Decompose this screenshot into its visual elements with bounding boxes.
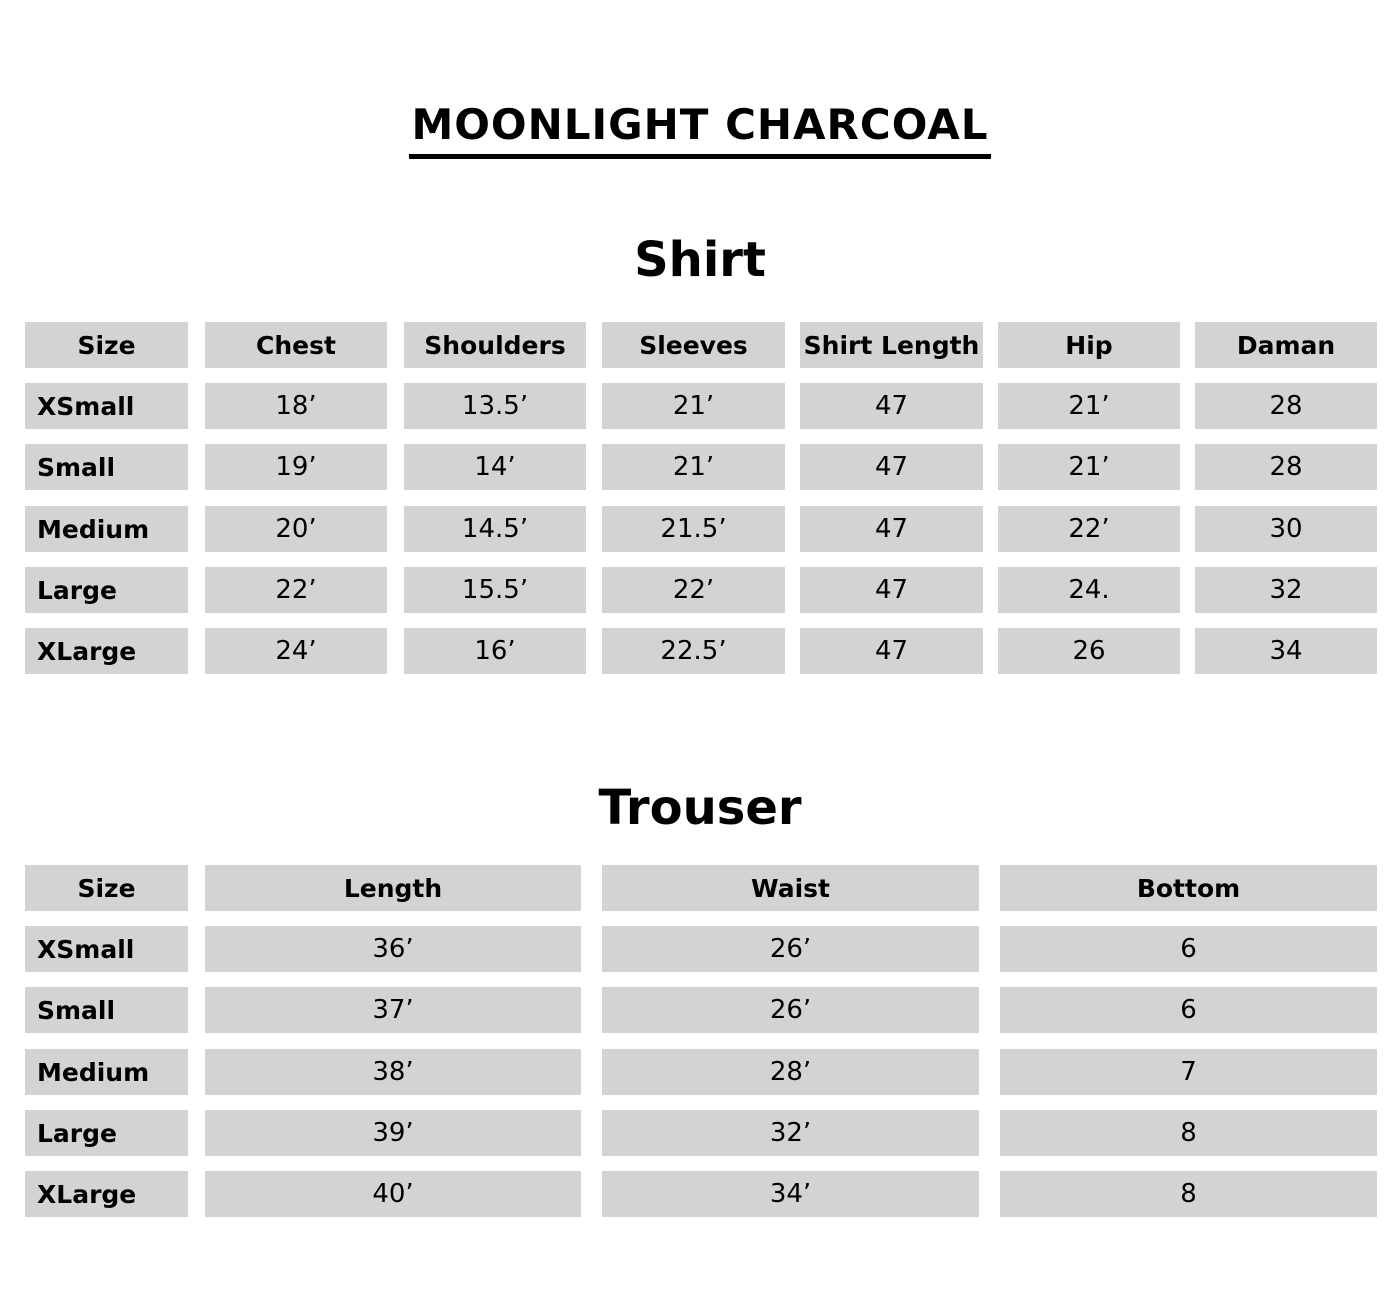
trouser-section-title: Trouser <box>598 780 802 836</box>
shirt-value-cell: 47 <box>800 628 983 674</box>
trouser-value-cell: 7 <box>1000 1049 1377 1095</box>
shirt-value-cell: 14’ <box>404 444 586 490</box>
shirt-value-cell: 22’ <box>205 567 387 613</box>
trouser-value-cell: 36’ <box>205 926 581 972</box>
shirt-size-cell: Small <box>25 444 188 490</box>
shirt-value-cell: 22.5’ <box>602 628 785 674</box>
shirt-value-cell: 21’ <box>602 444 785 490</box>
shirt-value-cell: 34 <box>1195 628 1377 674</box>
trouser-header-cell: Waist <box>602 865 979 911</box>
shirt-value-cell: 26 <box>998 628 1180 674</box>
shirt-size-cell: Large <box>25 567 188 613</box>
shirt-value-cell: 47 <box>800 506 983 552</box>
shirt-value-cell: 21’ <box>998 383 1180 429</box>
shirt-value-cell: 28 <box>1195 383 1377 429</box>
shirt-section-title: Shirt <box>634 232 766 288</box>
shirt-size-cell: XLarge <box>25 628 188 674</box>
shirt-value-cell: 20’ <box>205 506 387 552</box>
shirt-value-cell: 21.5’ <box>602 506 785 552</box>
shirt-value-cell: 47 <box>800 567 983 613</box>
trouser-value-cell: 40’ <box>205 1171 581 1217</box>
shirt-header-cell: Hip <box>998 322 1180 368</box>
shirt-value-cell: 13.5’ <box>404 383 586 429</box>
trouser-header-cell: Bottom <box>1000 865 1377 911</box>
shirt-value-cell: 21’ <box>998 444 1180 490</box>
shirt-value-cell: 30 <box>1195 506 1377 552</box>
trouser-value-cell: 38’ <box>205 1049 581 1095</box>
trouser-value-cell: 6 <box>1000 926 1377 972</box>
trouser-value-cell: 28’ <box>602 1049 979 1095</box>
shirt-value-cell: 32 <box>1195 567 1377 613</box>
trouser-size-cell: XSmall <box>25 926 188 972</box>
trouser-value-cell: 26’ <box>602 926 979 972</box>
shirt-header-cell: Shoulders <box>404 322 586 368</box>
page-title <box>0 98 1400 159</box>
trouser-size-cell: Small <box>25 987 188 1033</box>
shirt-value-cell: 28 <box>1195 444 1377 490</box>
trouser-value-cell: 26’ <box>602 987 979 1033</box>
trouser-header-cell: Size <box>25 865 188 911</box>
shirt-size-cell: XSmall <box>25 383 188 429</box>
trouser-size-cell: Large <box>25 1110 188 1156</box>
shirt-value-cell: 14.5’ <box>404 506 586 552</box>
shirt-header-cell: Daman <box>1195 322 1377 368</box>
page-title-text: MOONLIGHT CHARCOAL <box>409 98 990 159</box>
shirt-value-cell: 19’ <box>205 444 387 490</box>
shirt-value-cell: 21’ <box>602 383 785 429</box>
shirt-header-cell: Chest <box>205 322 387 368</box>
trouser-size-cell: XLarge <box>25 1171 188 1217</box>
shirt-header-cell: Sleeves <box>602 322 785 368</box>
shirt-header-cell: Shirt Length <box>800 322 983 368</box>
shirt-value-cell: 24. <box>998 567 1180 613</box>
trouser-value-cell: 34’ <box>602 1171 979 1217</box>
shirt-value-cell: 15.5’ <box>404 567 586 613</box>
trouser-value-cell: 32’ <box>602 1110 979 1156</box>
trouser-size-cell: Medium <box>25 1049 188 1095</box>
trouser-value-cell: 6 <box>1000 987 1377 1033</box>
shirt-value-cell: 16’ <box>404 628 586 674</box>
shirt-size-cell: Medium <box>25 506 188 552</box>
shirt-value-cell: 22’ <box>998 506 1180 552</box>
shirt-value-cell: 22’ <box>602 567 785 613</box>
trouser-value-cell: 37’ <box>205 987 581 1033</box>
trouser-value-cell: 8 <box>1000 1171 1377 1217</box>
shirt-header-cell: Size <box>25 322 188 368</box>
shirt-value-cell: 24’ <box>205 628 387 674</box>
shirt-value-cell: 47 <box>800 444 983 490</box>
shirt-value-cell: 18’ <box>205 383 387 429</box>
trouser-value-cell: 39’ <box>205 1110 581 1156</box>
trouser-header-cell: Length <box>205 865 581 911</box>
shirt-value-cell: 47 <box>800 383 983 429</box>
trouser-value-cell: 8 <box>1000 1110 1377 1156</box>
